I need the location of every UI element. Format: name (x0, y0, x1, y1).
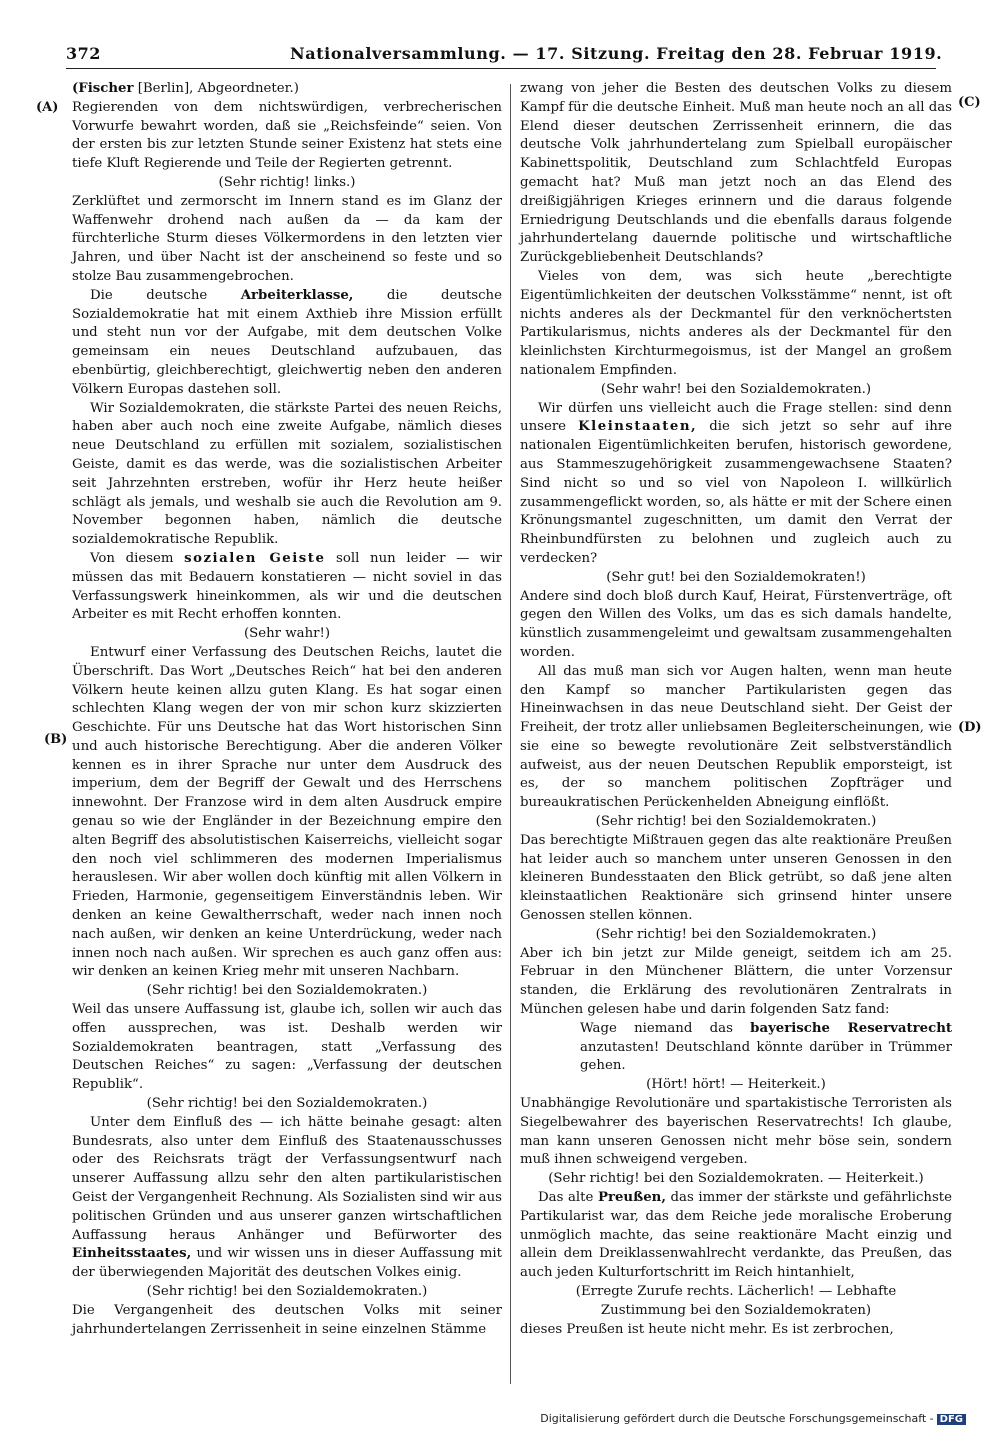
emphasis-text: Kleinstaaten, (578, 419, 698, 435)
interjection: Zustimmung bei den Sozialdemokraten) (600, 1302, 872, 1318)
paragraph: All das muß man sich vor Augen halten, wenn man heute den Kampf so mancher Partikularisten gegen das Hineinwachsen in das neue Deutschland sieht. Der Geist der Freiheit, der trotz aller unliebsamen Begleiterscheinungen, wie sie eine so bewegte revolutionäre Zeit selbstverständlich aufweist, aus der neuen Deutschen Republik emporsteigt, ist es, der so manchem politischen Zopfträger und bureaukratischen Perückenhelden Abneigung einflößt. (520, 663, 952, 811)
interjection: (Sehr richtig! bei den Sozialdemokraten.) (146, 983, 428, 999)
interjection: (Sehr richtig! links.) (218, 174, 356, 190)
margin-marker-d: (D) (958, 720, 982, 735)
paragraph: Zerklüftet und zermorscht im Innern stand es im Glanz der Waffenwehr drohend nach außen da — da kam der fürchterliche Sturm dieses Völkermordens in den letzten vier Jahren, und über Nacht ist der anscheinend so feste und so stolze Bau zusammengebrochen. (72, 193, 502, 284)
paragraph (520, 1189, 952, 1283)
running-head: Nationalversammlung. — 17. Sitzung. Freitag den 28. Februar 1919. (290, 44, 943, 63)
paragraph: Wir Sozialdemokraten, die stärkste Partei des neuen Reichs, haben aber auch noch eine zweite Aufgabe, nämlich dieses neue Deutschland zu erfüllen mit sozialem, sozialistischen Geiste, damit es das werde, was die sozialistischen Arbeiter seit Jahrzehnten erstreben, wofür ihr Herz heute heißer schlägt als jemals, und weshalb sie auch die Revolution am 9. November begonnen haben, nämlich die deutsche sozialdemokratische Republik. (72, 400, 502, 548)
text-run: Das alte (538, 1190, 598, 1206)
emphasis-text: Preußen, (597, 1190, 666, 1206)
paragraph (72, 550, 502, 625)
paragraph: Das berechtigte Mißtrauen gegen das alte reaktionäre Preußen hat leider auch so manchem unter unseren Genossen in den kleineren Bundesstaaten den Blick getrübt, so daß jene alten kleinstaatlichen Reaktionäre sich grinsend hinter unsere Genossen stellen können. (520, 832, 952, 924)
interjection: (Sehr richtig! bei den Sozialdemokraten. — Heiterkeit.) (548, 1171, 924, 1187)
paragraph: Die Vergangenheit des deutschen Volks mit seiner jahrhundertelangen Zerrissenheit in seine einzelnen Stämme (72, 1302, 502, 1337)
paragraph: Entwurf einer Verfassung des Deutschen Reichs, lautet die Überschrift. Das Wort „Deutsches Reich“ hat bei den anderen Völkern heute keinen allzu guten Klang. Es hat sogar einen schlechten Klang wegen der von mir schon kurz skizzierten Geschichte. Für uns Deutsche hat das Wort historischen Sinn und auch historische Berechtigung. Aber die anderen Völker kennen es in ihrer Sprache nur unter dem Ausdruck des imperium, dem der Begriff der Gewalt und des Herrschens innewohnt. Der Franzose wird in dem alten Ausdruck empire genau so wie der Engländer in der Bezeichnung empire den alten Begriff des absolutistischen Kaiserreichs, vielleicht sogar den noch viel schlimmeren des modernen Imperialismus herauslesen. Wir aber wollen doch künftig mit allen Völkern in Frieden, Harmonie, gegenseitigem Einverständnis leben. Wir denken an keine Gewaltherrschaft, weder nach innen noch nach außen, wir denken an keine Unterdrückung, weder nach innen noch nach außen. Wir sprechen es auch ganz offen aus: wir denken an keinen Krieg mehr mit unseren Nachbarn. (72, 644, 502, 980)
text-run: die sich jetzt so sehr auf ihre nationalen Eigentümlichkeiten berufen, historisch gewordene, aus Stammeszugehörigkeit zusammengewachsene Staaten? Sind nicht so und so viel von Napoleon I. willkürlich zusammengeflickt worden, so, als hätte er mit der Schere einen Krönungsmantel zugeschnitten, um damit den Verrat der Rheinbundfürsten zu belohnen und zugleich auch zu verdecken? (520, 419, 952, 566)
paragraph: Vieles von dem, was sich heute „berechtigte Eigentümlichkeiten der deutschen Volksstämme“ nennt, ist oft nichts anderes als der Deckmantel für den verknöchertsten Partikularismus, nichts anderes als der Deckmantel für den kleinlichsten Kirchturmegoismus, ist der Mangel an großem nationalem Empfinden. (520, 268, 952, 378)
page-header (60, 44, 943, 66)
margin-marker-c: (C) (958, 95, 981, 110)
interjection: (Sehr wahr!) (243, 626, 331, 642)
text-run: Von diesem (90, 550, 185, 566)
paragraph: dieses Preußen ist heute nicht mehr. Es ist zerbrochen, (520, 1321, 894, 1337)
text-run: anzutasten! Deutschland könnte darüber in Trümmer gehen. (580, 1039, 952, 1074)
paragraph (72, 1114, 502, 1283)
emphasis-text: sozialen Geiste (184, 550, 326, 566)
speaker-info: [Berlin], Abgeordneter.) (133, 81, 299, 96)
paragraph: Aber ich bin jetzt zur Milde geneigt, seitdem ich am 25. Februar in den Münchener Blättern, die unter Vorzensur standen, die Erklärung des revolutionären Zentralrats in München gelesen habe und darin folgenden Satz fand: (520, 945, 952, 1018)
text-run: Wage niemand das (580, 1020, 751, 1036)
emphasis-text: bayerische Reservatrecht (750, 1020, 952, 1036)
text-run: Die deutsche (90, 287, 241, 303)
speaker-name: (Fischer (72, 81, 134, 96)
quotation (580, 1020, 952, 1076)
interjection: (Sehr richtig! bei den Sozialdemokraten.) (595, 926, 877, 942)
paragraph (520, 400, 952, 569)
text-run: und wir wissen uns in dieser Auffassung mit der überwiegenden Majorität des deutschen Volkes einig. (72, 1246, 502, 1281)
left-column (72, 80, 502, 1339)
interjection: (Sehr gut! bei den Sozialdemokraten!) (606, 569, 866, 585)
emphasis-text: Einheitsstaates, (72, 1246, 192, 1262)
paragraph: Andere sind doch bloß durch Kauf, Heirat, Fürstenverträge, oft gegen den Willen des Volks, um das es sich damals handelte, künstlich zusammengeleimt und gewaltsam zusammengehalten worden. (520, 588, 952, 660)
interjection: (Sehr wahr! bei den Sozialdemokraten.) (600, 381, 872, 397)
text-run: Wir dürfen uns vielleicht auch die Frage stellen: sind denn unsere (520, 400, 952, 435)
column-divider (510, 84, 511, 1384)
paragraph: Unabhängige Revolutionäre und spartakistische Terroristen als Siegelbewahrer des bayerischen Reservatrechts! Ich glaube, man kann unseren Genossen nicht mehr böse sein, sondern muß ihnen schweigend vergeben. (520, 1096, 952, 1168)
interjection: (Sehr richtig! bei den Sozialdemokraten.) (595, 814, 877, 830)
dfg-logo: DFG (937, 1414, 966, 1425)
right-column (520, 80, 952, 1339)
header-rule (66, 68, 936, 69)
paragraph: Weil das unsere Auffassung ist, glaube ich, sollen wir auch das offen aussprechen, was ist. Deshalb werden wir Sozialdemokraten beantragen, statt „Verfassung des Deutschen Reiches“ zu sagen: „Verfassung der deutschen Republik“. (72, 1002, 502, 1093)
paragraph: Regierenden von dem nichtswürdigen, verbrecherischen Vorwurfe bewahrt worden, daß sie „Reichsfeinde“ seien. Von der ersten bis zur letzten Stunde seiner Existenz hat stets eine tiefe Kluft Regierende und Teile der Regierten getrennt. (72, 99, 502, 172)
text-run: Unter dem Einfluß des — ich hätte beinahe gesagt: alten Bundesrats, also unter dem Einfluß des Staatenausschusses oder des Reichsrats trägt der Verfassungsentwurf nach unserer Auffassung allzu sehr den alten partikularistischen Geist der Vergangenheit Rechnung. Als Sozialisten sind wir aus politischen Gründen und aus unserer ganzen wirtschaftlichen Auffassung heraus Anhänger und Befürworter des (72, 1114, 502, 1243)
interjection: (Hört! hört! — Heiterkeit.) (646, 1077, 826, 1093)
emphasis-text: Arbeiterklasse, (240, 287, 354, 303)
interjection: (Erregte Zurufe rechts. Lächerlich! — Lebhafte (575, 1284, 897, 1299)
margin-marker-b: (B) (44, 732, 68, 747)
paragraph (72, 287, 502, 400)
text-run: die deutsche Sozialdemokratie hat mit einem Axthieb ihre Mission erfüllt und steht nun vor der Aufgabe, mit dem deutschen Volke gemeinsam ein neues Deutschland aufzubauen, das ebenbürtig, gleichberechtigt, gleichwertig neben den anderen Völkern Europas dastehen soll. (72, 287, 502, 397)
footer-text: Digitalisierung gefördert durch die Deutsche Forschungsgemeinschaft - (540, 1412, 934, 1425)
footer-credit (540, 1412, 966, 1425)
page-number: 372 (66, 44, 101, 63)
margin-marker-a: (A) (36, 100, 59, 115)
speaker-line (72, 80, 502, 99)
text-run: soll nun leider — wir müssen das mit Bedauern konstatieren — nicht soviel in das Verfassungswerk hineinkommen, als wir und die deutschen Arbeiter es mit Recht erhoffen konnten. (72, 550, 502, 623)
interjection: (Sehr richtig! bei den Sozialdemokraten.) (146, 1096, 428, 1112)
interjection: (Sehr richtig! bei den Sozialdemokraten.) (146, 1284, 428, 1299)
paragraph: zwang von jeher die Besten des deutschen Volks zu diesem Kampf für die deutsche Einheit. Muß man heute noch an all das Elend dieser deutschen Zerrissenheit erinnern, die das deutsche Volk jahrhundertelang zum Spielball europäischer Kabinettspolitik, Deutschland zum Schlachtfeld Europas gemacht hat? Muß man jetzt noch an das Elend des dreißigjährigen Krieges erinnern und die daraus folgende Erniedrigung Deutschlands und die ebenfalls daraus folgende jahrhundertelang dauernde politische und wirtschaftliche Zurückgebliebenheit Deutschlands? (520, 81, 952, 266)
text-run: das immer der stärkste und gefährlichste Partikularist war, das dem Reiche jede moralische Eroberung unmöglich machte, das seine reaktionäre Macht einzig und allein dem Dreiklassenwahlrecht verdankte, das Preußen, das auch jeden Kulturfortschritt im Reich hintanhielt, (520, 1190, 952, 1281)
